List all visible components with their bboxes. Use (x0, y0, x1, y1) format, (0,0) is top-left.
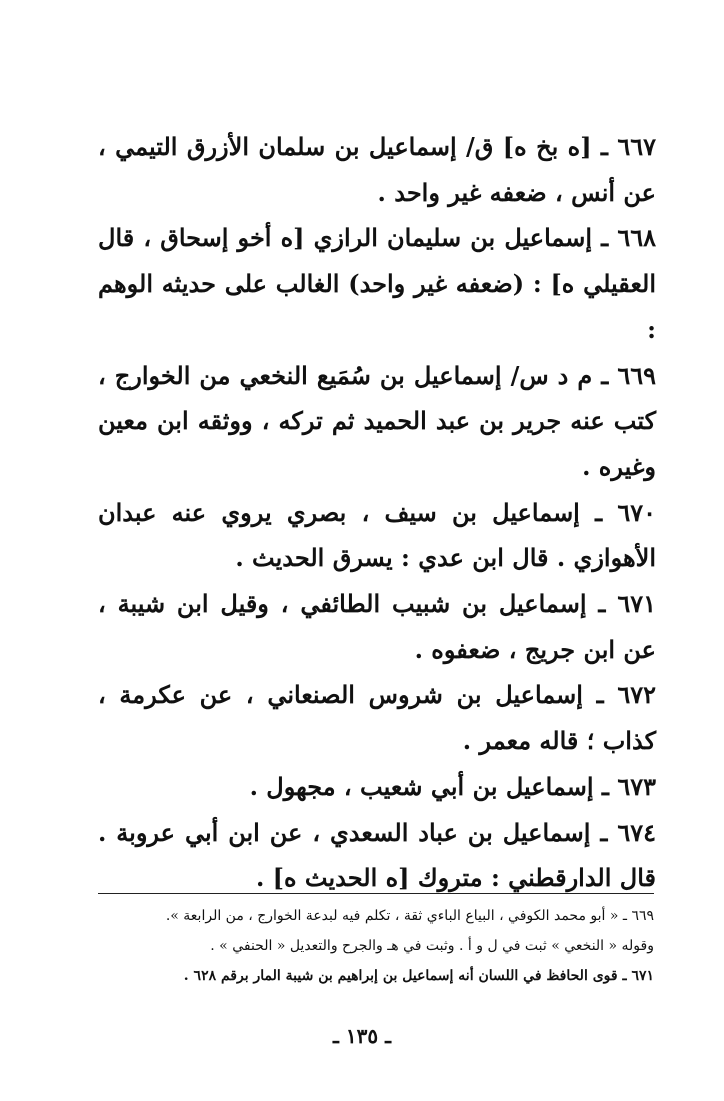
footnote-669: ٦٦٩ ـ « أبو محمد الكوفي ، البياع الباءي ثقة ، تكلم فيه لبدعة الخوارج ، من الرابعة ». (165, 908, 654, 924)
footnote-divider (98, 893, 654, 894)
footnotes-block (98, 901, 654, 991)
entry-671: ٦٧١ ـ إسماعيل بن شبيب الطائفي ، وقيل ابن شيبة ، عن ابن جريج ، ضعفوه . (98, 589, 656, 664)
entry-673: ٦٧٣ ـ إسماعيل بن أبي شعيب ، مجهول . (249, 771, 656, 801)
entry-674: ٦٧٤ ـ إسماعيل بن عباد السعدي ، عن ابن أبي عروبة . قال الدارقطني : متروك [ه الحديث ه] . (98, 817, 656, 893)
footnote-669-continued: وقوله « النخعي » ثبت في ل و أ . وثبت في هـ والجرح والتعديل « الحنفي » . (210, 938, 654, 954)
footnote-671: ٦٧١ ـ قوى الحافظ في اللسان أنه إسماعيل بن إبراهيم بن شيبة المار برقم ٦٢٨ . (183, 968, 654, 984)
main-text-block (98, 124, 656, 901)
entry-668: ٦٦٨ ـ إسماعيل بن سليمان الرازي [ه أخو إسحاق ، قال العقيلي ه] : (ضعفه غير واحد) الغالب على حديثه الوهم : (98, 223, 656, 344)
entry-670: ٦٧٠ ـ إسماعيل بن سيف ، بصري يروي عنه عبدان الأهوازي . قال ابن عدي : يسرق الحديث . (98, 497, 656, 573)
page-number: ـ ١٣٥ ـ (333, 1024, 391, 1048)
entry-669: ٦٦٩ ـ م د س/ إسماعيل بن سُمَيع النخعي من الخوارج ، كتب عنه جرير بن عبد الحميد ثم تركه ، ووثقه ابن معين وغيره . (98, 360, 656, 481)
entry-672: ٦٧٢ ـ إسماعيل بن شروس الصنعاني ، عن عكرمة ، كذاب ؛ قاله معمر . (98, 680, 656, 756)
entry-667: ٦٦٧ ـ [ه بخ ه] ق/ إسماعيل بن سلمان الأزرق التيمي ، عن أنس ، ضعفه غير واحد . (98, 132, 656, 207)
